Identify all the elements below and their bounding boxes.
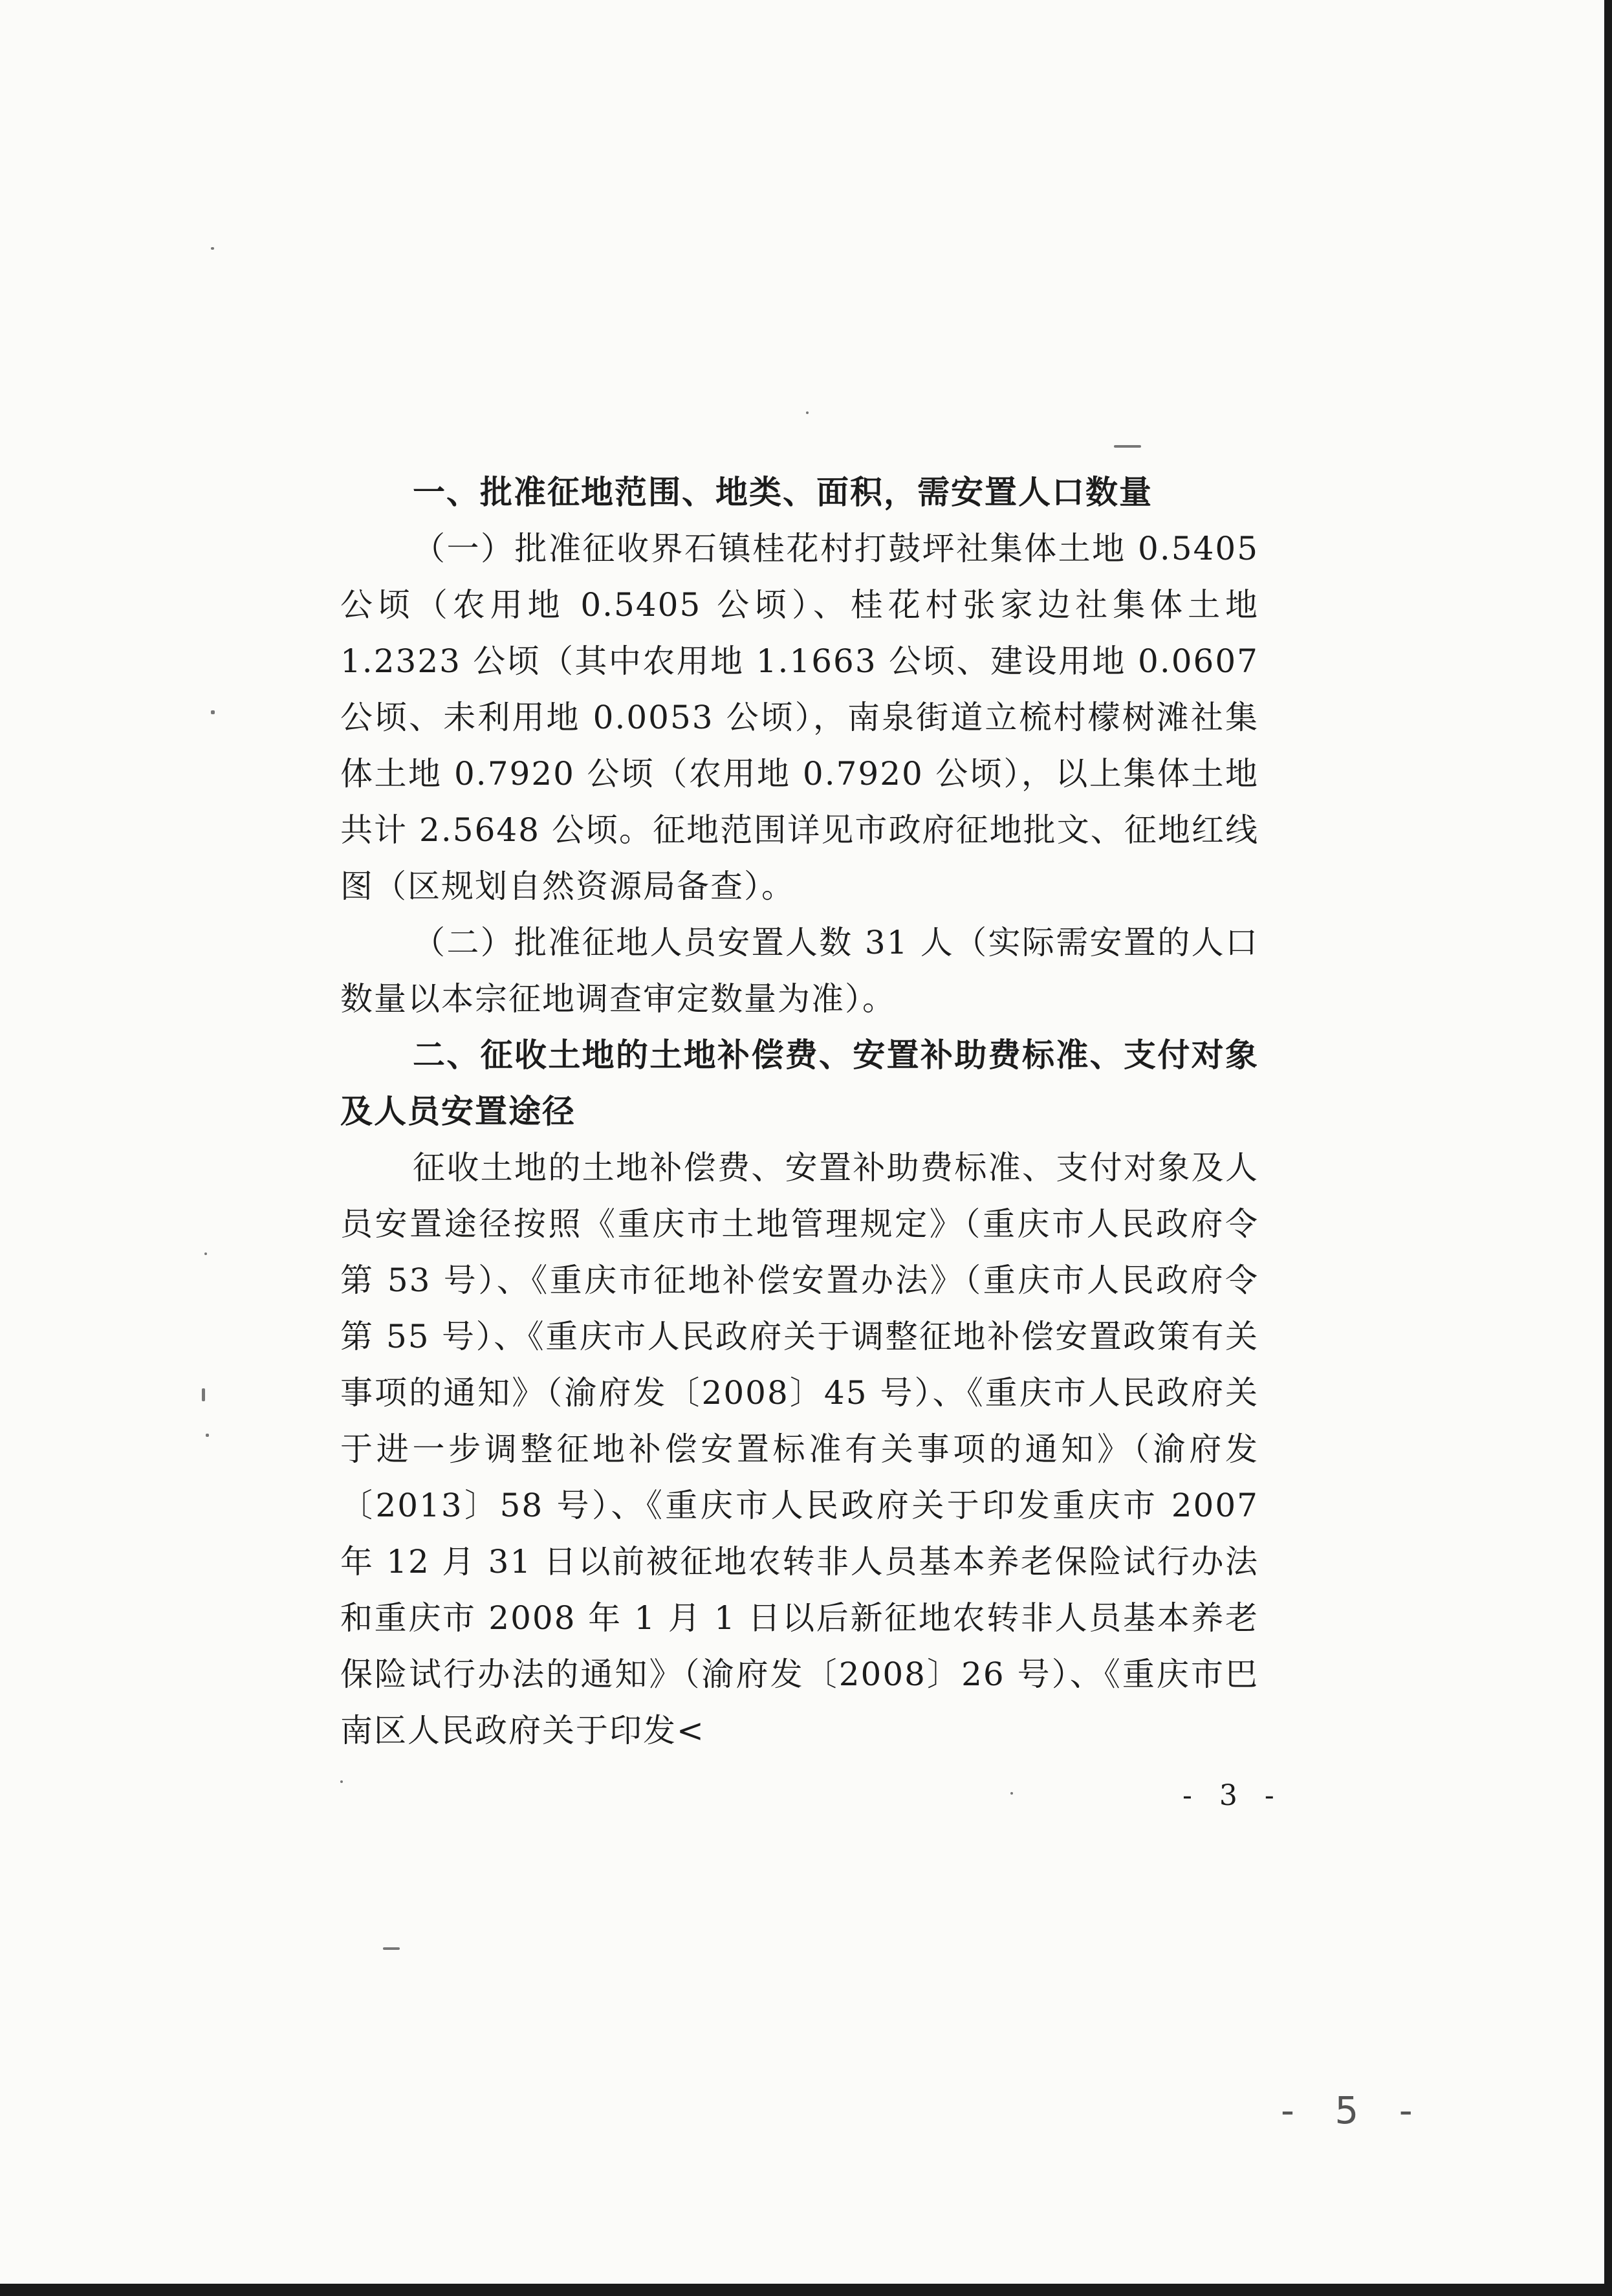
scan-speck (211, 710, 215, 714)
scan-speck (1114, 445, 1141, 448)
section-heading-1: 一、批准征地范围、地类、面积，需安置人口数量 (413, 474, 1153, 511)
section-heading-2: 二、征收土地的土地补偿费、安置补助费标准、支付对象及人员安置途径 (340, 1036, 1259, 1130)
inner-page-number: - 3 - (1182, 1779, 1283, 1812)
scan-speck (340, 1780, 343, 1783)
scan-speck (806, 411, 809, 414)
scan-speck (206, 1434, 209, 1437)
scan-edge-right (1604, 0, 1612, 2296)
scan-speck (383, 1947, 400, 1950)
scan-speck (204, 1252, 207, 1255)
scan-edge-bottom (0, 2284, 1612, 2296)
outer-page-number: - 5 - (1281, 2088, 1427, 2132)
scan-speck (211, 247, 214, 250)
paragraph-compensation-basis: 征收土地的土地补偿费、安置补助费标准、支付对象及人员安置途径按照《重庆市土地管理规定》（重庆市人民政府令第 53 号）、《重庆市征地补偿安置办法》（重庆市人民政府令第 55 号）、《重庆市人民政府关于调整征地补偿安置政策有关事项的通知》（渝府发〔2008〕45 号）、《重庆市人民政府关于进一步调整征地补偿安置标准有关事项的通知》（渝府发〔2013〕58 号）、《重庆市人民政府关于印发重庆市 2007 年 12 月 31 日以前被征地农转非人员基本养老保险试行办法和重庆市 2008 年 1 月 1 日以后新征地农转非人员基本养老保险试行办法的通知》（渝府发〔2008〕26 号）、《重庆市巴南区人民政府关于印发< (340, 1149, 1259, 1749)
paragraph-land-scope: （一）批准征收界石镇桂花村打鼓坪社集体土地 0.5405 公顷（农用地 0.5405 公顷）、桂花村张家边社集体土地 1.2323 公顷（其中农用地 1.1663 公顷、建设用地 0.0607 公顷、未利用地 0.0053 公顷），南泉街道立梳村檬树滩社集体土地 0.7920 公顷（农用地 0.7920 公顷），以上集体土地共计 2.5648 公顷。征地范围详见市政府征地批文、征地红线图（区规划自然资源局备查）。 (340, 530, 1259, 905)
scan-speck (202, 1388, 205, 1401)
paragraph-resettlement-count: （二）批准征地人员安置人数 31 人（实际需安置的人口数量以本宗征地调查审定数量为准）。 (340, 924, 1259, 1018)
scan-speck (1010, 1792, 1013, 1795)
document-body (340, 465, 1259, 1759)
